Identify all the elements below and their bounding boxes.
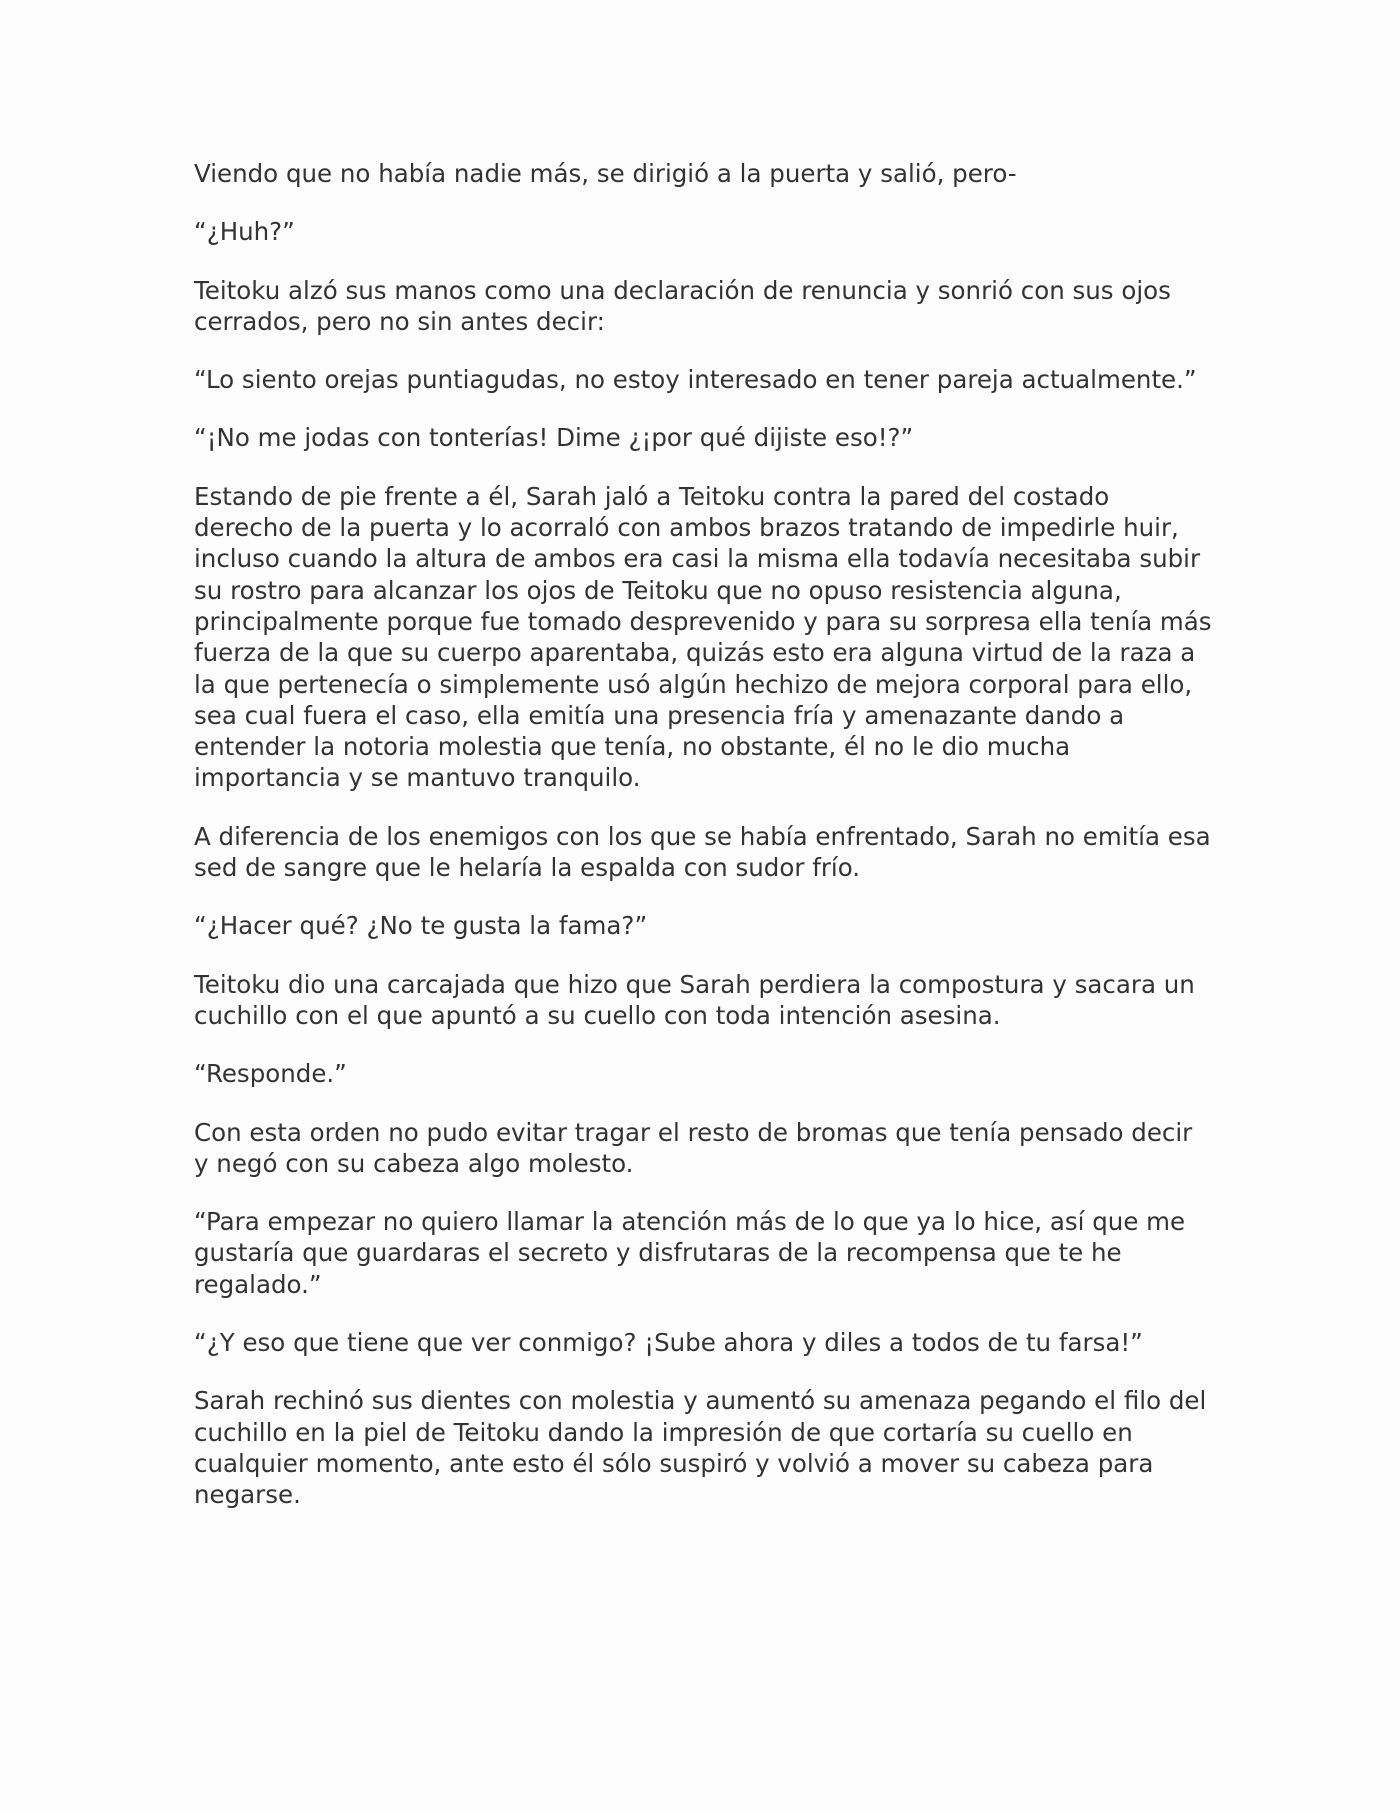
paragraph: “¡No me jodas con tonterías! Dime ¿¡por qué dijiste eso!?” (194, 423, 914, 453)
paragraph: A diferencia de los enemigos con los que se había enfrentado, Sarah no emitía esa sed de sangre que le helaría la espalda con sudor frío. (194, 821, 1211, 883)
paragraph: Sarah rechinó sus dientes con molestia y aumentó su amenaza pegando el filo del cuchillo en la piel de Teitoku dando la impresión de que cortaría su cuello en cualquier momento, ante esto él sólo suspiró y volvió a mover su cabeza para negarse. (194, 1386, 1207, 1510)
paragraph: Estando de pie frente a él, Sarah jaló a Teitoku contra la pared del costado derecho de la puerta y lo acorraló con ambos brazos tratando de impedirle huir, incluso cuando la altura de ambos era casi la misma ella todavía necesitaba subir su rostro para alcanzar los ojos de Teitoku que no opuso resistencia alguna, principalmente porque fue tomado desprevenido y para su sorpresa ella tenía más fuerza de la que su cuerpo aparentaba, quizás esto era alguna virtud de la raza a la que pertenecía o simplemente usó algún hechizo de mejora corporal para ello, sea cual fuera el caso, ella emitía una presencia fría y amenazante dando a entender la notoria molestia que tenía, no obstante, él no le dio mucha importancia y se mantuvo tranquilo. (194, 481, 1212, 793)
paragraph: “¿Huh?” (194, 217, 295, 247)
paragraph: Con esta orden no pudo evitar tragar el resto de bromas que tenía pensado decir y negó con su cabeza algo molesto. (194, 1117, 1193, 1178)
paragraph: “¿Hacer qué? ¿No te gusta la fama?” (194, 911, 648, 941)
paragraph: “Lo siento orejas puntiagudas, no estoy interesado en tener pareja actualmente.” (194, 365, 1197, 395)
paragraph: Viendo que no había nadie más, se dirigió a la puerta y salió, pero- (194, 159, 1017, 188)
paragraph: Teitoku dio una carcajada que hizo que Sarah perdiera la compostura y sacara un cuchillo con el que apuntó a su cuello con toda intención asesina. (194, 969, 1195, 1030)
document-body (194, 158, 1214, 1538)
paragraph: “¿Y eso que tiene que ver conmigo? ¡Sube ahora y diles a todos de tu farsa!” (194, 1328, 1143, 1358)
paragraph: “Responde.” (194, 1059, 347, 1089)
paragraph: “Para empezar no quiero llamar la atención más de lo que ya lo hice, así que me gustaría que guardaras el secreto y disfrutaras de la recompensa que te he regalado.” (194, 1207, 1186, 1299)
paragraph: Teitoku alzó sus manos como una declaración de renuncia y sonrió con sus ojos cerrados, pero no sin antes decir: (194, 275, 1171, 336)
